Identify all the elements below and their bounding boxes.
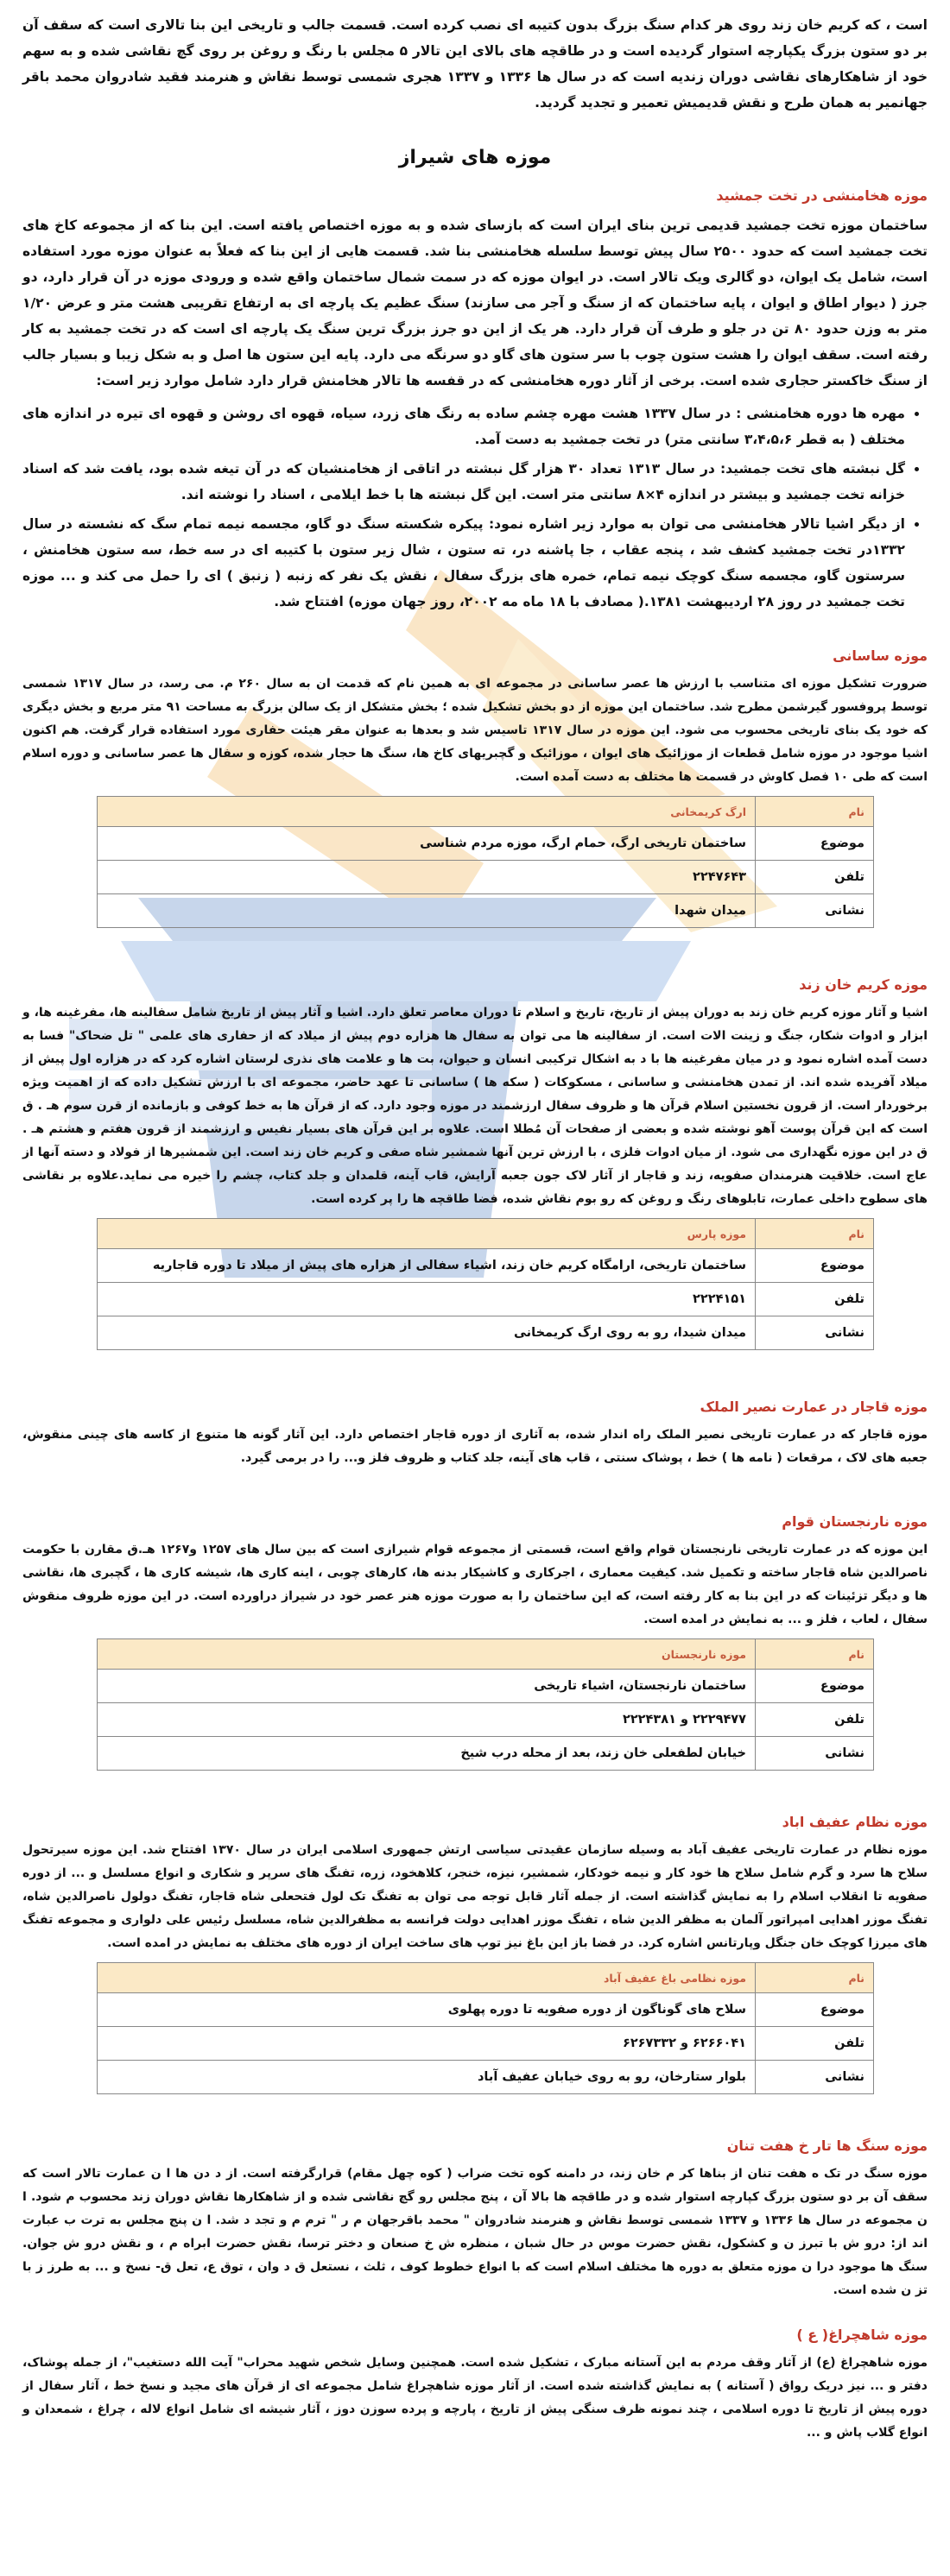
table-header-value: موزه نظامی باغ عفیف آباد [98, 1963, 756, 1993]
section-title-afifabad: موزه نظام عفیف اباد [782, 1814, 928, 1830]
section-sasani [22, 647, 928, 928]
table-cell-value: سلاح های گوناگون از دوره صفویه تا دوره پهلوی [98, 1993, 756, 2027]
table-row [98, 1670, 874, 1703]
table-header-row [98, 1219, 874, 1249]
table-row [98, 827, 874, 861]
info-table-karimkhan [97, 1218, 874, 1350]
section-paragraph-qajar: موزه قاجار که در عمارت تاریخی نصیر الملک راه اندار شده، به آثاری از دوره قاجار اختصاص دارد. این آثار گونه ها متنوع از کاسه های چینی منقوش، جعبه های لاک ، مرقعات ( نامه ها ) خط ، پوشاک سنتی ، قاب های آینه، جلد کتاب و ظروف فلز و... را در برمی گیرد. [22, 1428, 928, 1465]
table-header-row [98, 797, 874, 827]
table-header-row [98, 1963, 874, 1993]
table-cell-key: تلفن [756, 1703, 874, 1737]
table-cell-key: موضوع [756, 1249, 874, 1283]
section-paragraph-karimkhan: اشیا و آثار موزه کریم خان زند به دوران پیش از تاریخ، تاریخ و اسلام تا دوران معاصر تعلق دارد. اشیا و آثار پیش از تاریخ شامل سفالینه ها، مفرغینه ها، و ابزار و ادوات شکار، جنگ و زینت الات است. از سفالینه ها می توان به سفال ها هزاره دوم پیش از میلاد که از حفاری های علمی " تل ضحاک" فسا به دست آمده اشاره نمود و در میان مفرغینه ها با د به اشکال ترکیبی انسان و حیوان، بت ها و علامت های نذری لرستان اشاره کرد که در هزاره اول پیش از میلاد آفریده شده اند. از تمدن هخامنشی و ساسانی ، مسکوکات ( سکه ها ) ساسانی تا عهد حاضر، مجموعه ای با ارزش تشکیل داده که از اهمیت ویژه برخوردار است. از قرون نخستین اسلام قرآن ها و ظروف سفال ارزشمند در موزه وجود دارد. که از قرآن ها به خط کوفی و بازمانده از قرن سوم هـ . ق است که این قرآن پوست آهو نوشته شده و بعضی از صفحات آن مُطلا است. علاوه بر این قرآن های بسیار نفیس و ارزشمند از قرون هفتم و هشتم هـ . ق در این موزه نگهداری می شود. از میان ادوات فلزی ، با ارزش ترین آنها شمشیر شاه صفی و کریم خان زند است. این شمشیرها از فولاد و دسته آنها از عاج است. خلاقیت هنرمندان صفویه، زند و قاجار از آثار لاک جون جعبه آرایش، قاب آینه، قلمدان و جلد کتاب، چشم را خیره می نماید.علاوه بر نقاشی های سطوح داخلی عمارت، تابلوهای رنگ و روغن که رو بوم نقاش شده، فضا طاقچه ها را پر کرده است. [22, 1006, 928, 1206]
table-header-key: نام [756, 797, 874, 827]
table-cell-key: موضوع [756, 1670, 874, 1703]
table-cell-key: موضوع [756, 1993, 874, 2027]
section-paragraph-narenjestan: این موزه که در عمارت تاریخی نارنجستان قوام واقع است، قسمتی از مجموعه قوام شیرازی است که بین سال های ۱۲۵۷ و۱۲۶۷ هـ.ق مقارن با حکومت ناصرالدین شاه قاجار ساخته و تکمیل شد. کیفیت معماری ، اجرکاری و کاشیکار بدنه ها، کارهای چوبی ، اینه کاری ها، شیشه کاری ها ، گچبری ها، نقاشی ها و دیگر تزئینات که در این بنا به کار رفته است، که این ساختمان را به صورت موزه هنر عصر خود در شیراز دراورده است. در این موزه ظروف منقوش سفال ، لعاب ، فلز و ... به نمایش در امده است. [22, 1543, 928, 1626]
table-header-key: نام [756, 1219, 874, 1249]
table-cell-value: میدان شیدا، رو به روی ارگ کریمخانی [98, 1316, 756, 1350]
table-cell-value: ۲۲۲۹۴۷۷ و ۲۲۲۴۳۸۱ [98, 1703, 756, 1737]
section-title-haftan: موزه سنگ ها تار خ هفت تنان [726, 2137, 928, 2154]
table-cell-value: ۶۲۶۶۰۴۱ و ۶۲۶۷۳۳۲ [98, 2027, 756, 2061]
section-title-karimkhan: موزه کریم خان زند [799, 976, 928, 993]
table-cell-key: موضوع [756, 827, 874, 861]
table-row [98, 1993, 874, 2027]
section-title-hakhamaneshi: موزه هخامنشی در تخت جمشید [716, 187, 928, 204]
table-header-value: موزه نارنجستان [98, 1639, 756, 1670]
section-narenjestan [22, 1513, 928, 1771]
section-title-shahcheragh: موزه شاهچراغ( ع ) [796, 2327, 928, 2343]
section-karimkhan [22, 976, 928, 1350]
table-row [98, 1737, 874, 1771]
table-cell-value: ۲۲۲۴۱۵۱ [98, 1283, 756, 1316]
section-paragraph-hakhamaneshi: ساختمان موزه تخت جمشید قدیمی ترین بنای ایران است که بازسای شده و به موزه اختصاص یافته است. این بنا که از مجموعه کاخ های تخت جمشید است که حدود ۲۵۰۰ سال پیش توسط سلسله هخامنشی بنا شد. قسمت هایی از این بنا که فعلاً به عنوان موزه مورد استفاده است، شامل یک ایوان، دو گالری ویک تالار است. در ایوان موزه که در سمت شمال ساختمان واقع شده و ورودی موزه در آن قرار دارد، دو جرز ( دیوار اطاق و ایوان ، پایه ساختمان که از سنگ و آجر می سازند) سنگ عظیم یک پارچه ای به ارتفاع تقریبی هشت متر و عرض ۱/۲۰ متر به وزن حدود ۸۰ تن در جلو و طرف آن قرار دارد. هر یک از این دو جرز بزرگ ترین سنگ یک پارچه ای است که در تخت جمشید به کار رفته است. سقف ایوان را هشت ستون چوب با سر ستون های گاو دو سرنگه می دارد. پایه این ستون ها اصل و به شکل زیبا و بسیار جالب از سنگ خاکستر حجاری شده است. برخی از آثار دوره هخامنشی که در قفسه ها تالار هخامنش قرار دارد شامل موارد زیر است: [22, 218, 928, 388]
table-cell-value: ساختمان تاریخی، ارامگاه کریم خان زند، اشیاء سفالی از هزاره های پیش از میلاد تا دوره قاجاریه [98, 1249, 756, 1283]
list-item: • گل نبشته های تخت جمشید: در سال ۱۳۱۳ تعداد ۳۰ هزار گل نبشته در اتاقی از هخامنشیان که در آن تیغه شده بود، یافت شد که اسناد خزانه تخت جمشید و بیشتر در اندازه ۴×۸ سانتی متر است. این گل نبشته ها با خط ایلامی ، اسناد را نوشته اند. [22, 456, 905, 508]
table-cell-value: بلوار ستارخان، رو به روی خیابان عفیف آباد [98, 2061, 756, 2094]
table-cell-key: تلفن [756, 1283, 874, 1316]
list-item: • مهره ها دوره هخامنشی : در سال ۱۳۳۷ هشت مهره چشم ساده به رنگ های زرد، سیاه، قهوه ای روشن و قهوه ای تیره در اندازه های مختلف ( به قطر ۳،۴،۵،۶ سانتی متر) در تخت جمشید به دست آمد. [22, 401, 905, 452]
section-haftan [22, 2137, 928, 2302]
table-cell-key: نشانی [756, 1737, 874, 1771]
table-row [98, 1283, 874, 1316]
info-table-afifabad [97, 1962, 874, 2094]
section-afifabad [22, 1814, 928, 2094]
section-title-qajar: موزه قاجار در عمارت نصیر الملک [700, 1398, 928, 1415]
info-table-sasani [97, 796, 874, 928]
table-header-row [98, 1639, 874, 1670]
intro-paragraph: است ، که کریم خان زند روی هر کدام سنگ بزرگ بدون کتیبه ای نصب کرده است. قسمت جالب و تاریخی این بنا تالاری است که سقف آن بر دو ستون بزرگ یکپارچه استوار گردیده است و در طاقچه های بالای این تالار ۵ مجلس با رنگ و روغن بر روی گچ نقاشی شده و به سهم خود از شاهکارهای نقاشی دوران زندیه است که در سال ها ۱۳۳۶ و ۱۳۳۷ هجری شمسی توسط نقاش و هنرمند فقید شادروان محمد باقر جهانمیر به همان طرح و نقش قدیمیش تعمیر و تجدید گردید. [22, 17, 928, 110]
table-row [98, 2027, 874, 2061]
table-row [98, 1249, 874, 1283]
table-header-key: نام [756, 1639, 874, 1670]
list-item: • از دیگر اشیا تالار هخامنشی می توان به موارد زیر اشاره نمود: پیکره شکسته سنگ دو گاو، مجسمه نیمه تمام سگ که نشسته در سال ۱۳۳۲در تخت جمشید کشف شد ، پنجه عقاب ، جا پاشنه در، ته ستون ، شال زیر ستون با کتیبه ای در سه خط، سه ستون هخامنش ، سرستون گاو، مجسمه سنگ کوچک نیمه تمام، خمره های بزرگ سفال ، نقش یک نفر که زنبه ( زنبق ) ای را حمل می کند و ... موزه تخت جمشید در روز ۲۸ اردیبهشت ۱۳۸۱.( مصادف با ۱۸ ماه مه ۲۰۰۲، روز جهان موزه) افتتاح شد. [22, 511, 905, 615]
section-paragraph-afifabad: موزه نظام در عمارت تاریخی عفیف آباد به وسیله سازمان عقیدتی سیاسی ارتش جمهوری اسلامی ایران در سال ۱۳۷۰ افتتاح شد. این موزه سیرتحول سلاح ها سرد و گرم شامل سلاح ها خود کار و نیمه خودکار، شمشیر، نیزه، خنجر، کلاهخود، زره، تفنگ های سرپر و شکاری و انواع مسلسل و ... از دوره صفویه تا انقلاب اسلام را به نمایش گذاشته است. از جمله آثار قابل توجه می توان به تفنگ تک لول فتحعلی شاه قاجار، تفنگ دولول ناصرالدین شاه، تفنگ موزر اهدایی امپراتور آلمان به مظفر الدین شاه ، تفنگ موزر اهدایی دولت فرانسه به مظفرالدین شاه، مسلسل رئیس علی دلواری و مجموعه تفنگ های میرزا کوچک خان جنگل وپارتانس اشاره کرد. در فضا باز این باغ نیز توپ های ساخت ایران از دوره های مختلف به نمایش در امده است. [22, 1843, 928, 1950]
table-row [98, 861, 874, 894]
table-cell-value: خیابان لطفعلی خان زند، بعد از محله درب شیخ [98, 1737, 756, 1771]
table-cell-value: ساختمان نارنجستان، اشیاء تاریخی [98, 1670, 756, 1703]
table-header-key: نام [756, 1963, 874, 1993]
section-hakhamaneshi [22, 187, 928, 615]
table-cell-key: تلفن [756, 861, 874, 894]
table-cell-key: نشانی [756, 894, 874, 928]
table-cell-value: ساختمان تاریخی ارگ، حمام ارگ، موزه مردم شناسی [98, 827, 756, 861]
section-title-sasani: موزه ساسانی [833, 647, 928, 664]
table-row [98, 2061, 874, 2094]
page-title: موزه های شیراز [398, 147, 552, 168]
section-title-narenjestan: موزه نارنجستان قوام [782, 1513, 928, 1530]
hakhamaneshi-items-list [22, 401, 928, 615]
table-row [98, 894, 874, 928]
table-cell-key: نشانی [756, 2061, 874, 2094]
section-paragraph-haftan: موزه سنگ در تک ه هفت تنان از بناها کر م خان زند، در دامنه کوه تخت ضراب ( کوه چهل مقام) قرارگرفته است. از د دن ها ا ن عمارت تالار است که سقف آن بر دو ستون بزرگ کپارچه استوار شده و در طاقچه ها بالا آن ، پنج مجلس رو گچ نقاشی شده و از شاهکارها نقاش دوران زند محسوب م شود. ا ن مجموعه در سال ها ۱۳۳۶ و ۱۳۳۷ شمسی توسط نقاش و هنرمند شادروان " محمد باقرجهان م ر " ترم م و تجد د شد. ا ن پنج مجلس به ترت ب عبارت اند از: درو ش با تبرز ن و کشکول، نقش حضرت موس در حال شبان ، منظره ش خ صنعان و دختر ترسا، نقش حضرت ابراه م ، و نقش درو ش جوان. سنگ ها موجود درا ن موزه متعلق به دوره ها مختلف اسلام است که با انواع خطوط کوف ، ثلث ، نستعل ق د وان ، توق ع، تعل ق- نسخ و ... به طرز ز با تز ن شده است. [22, 2167, 928, 2297]
table-cell-key: نشانی [756, 1316, 874, 1350]
table-header-value: ارگ کریمخانی [98, 797, 756, 827]
table-cell-key: تلفن [756, 2027, 874, 2061]
info-table-narenjestan [97, 1638, 874, 1771]
section-shahcheragh [22, 2327, 928, 2445]
section-qajar [22, 1398, 928, 1470]
table-row [98, 1703, 874, 1737]
section-paragraph-sasani: ضرورت تشکیل موزه ای متناسب با ارزش ها عصر ساسانی در مجموعه ای به همین نام که قدمت ان به سال ۲۶۰ م. می رسد، در سال ۱۳۱۷ شمسی توسط پروفسور گیرشمن مطرح شد. ساختمان این موزه از دو بخش تشکیل شده ؛ بخش متشکل از یک سالن بزرگ به مساحت ۹۱ متر مربع و بخش دیگری که خود یک بنای تاریخی محسوب می شود. این موزه در سال ۱۳۱۷ تاسیس شد و بعدها به عنوان مقر هیئت حفاری مورد استفاده قرار گرفت. هم اکنون اشیا موجود در موزه شامل قطعات از موزائیک های ایوان ، موزائیک و گچبریهای کاخ ها، سنگ ها حجار شده، کوزه و سفال ها عصر ساسانی و دوره اسلام است که طی ۱۰ فصل کاوش در قسمت ها مختلف به دست آمده است. [22, 677, 928, 784]
section-paragraph-shahcheragh: موزه شاهچراغ (ع) از آثار وقف مردم به این آستانه مبارک ، تشکیل شده است. همچنین وسایل شخص شهید محراب" آیت الله دستغیب"، از جمله پوشاک، دفتر و ... نیز دریک رواق ( آستانه ) به نمایش گذاشته شده است. از آثار موزه شاهچراغ شامل مجموعه ای از قرآن های مجید و نسخ خط ، آثار سفال از دوره پیش از تاریخ تا دوره اسلامی ، چند نمونه ظرف سنگی پیش از تاریخ ، پارچه و پرده سوزن دوز ، آثار شیشه ای شامل انواع لاله ، چراغ ، شمعدان و انواع گلاب پاش و ... [22, 2356, 928, 2440]
table-row [98, 1316, 874, 1350]
table-cell-value: ۲۲۴۷۶۴۳ [98, 861, 756, 894]
table-header-value: موزه پارس [98, 1219, 756, 1249]
table-cell-value: میدان شهدا [98, 894, 756, 928]
